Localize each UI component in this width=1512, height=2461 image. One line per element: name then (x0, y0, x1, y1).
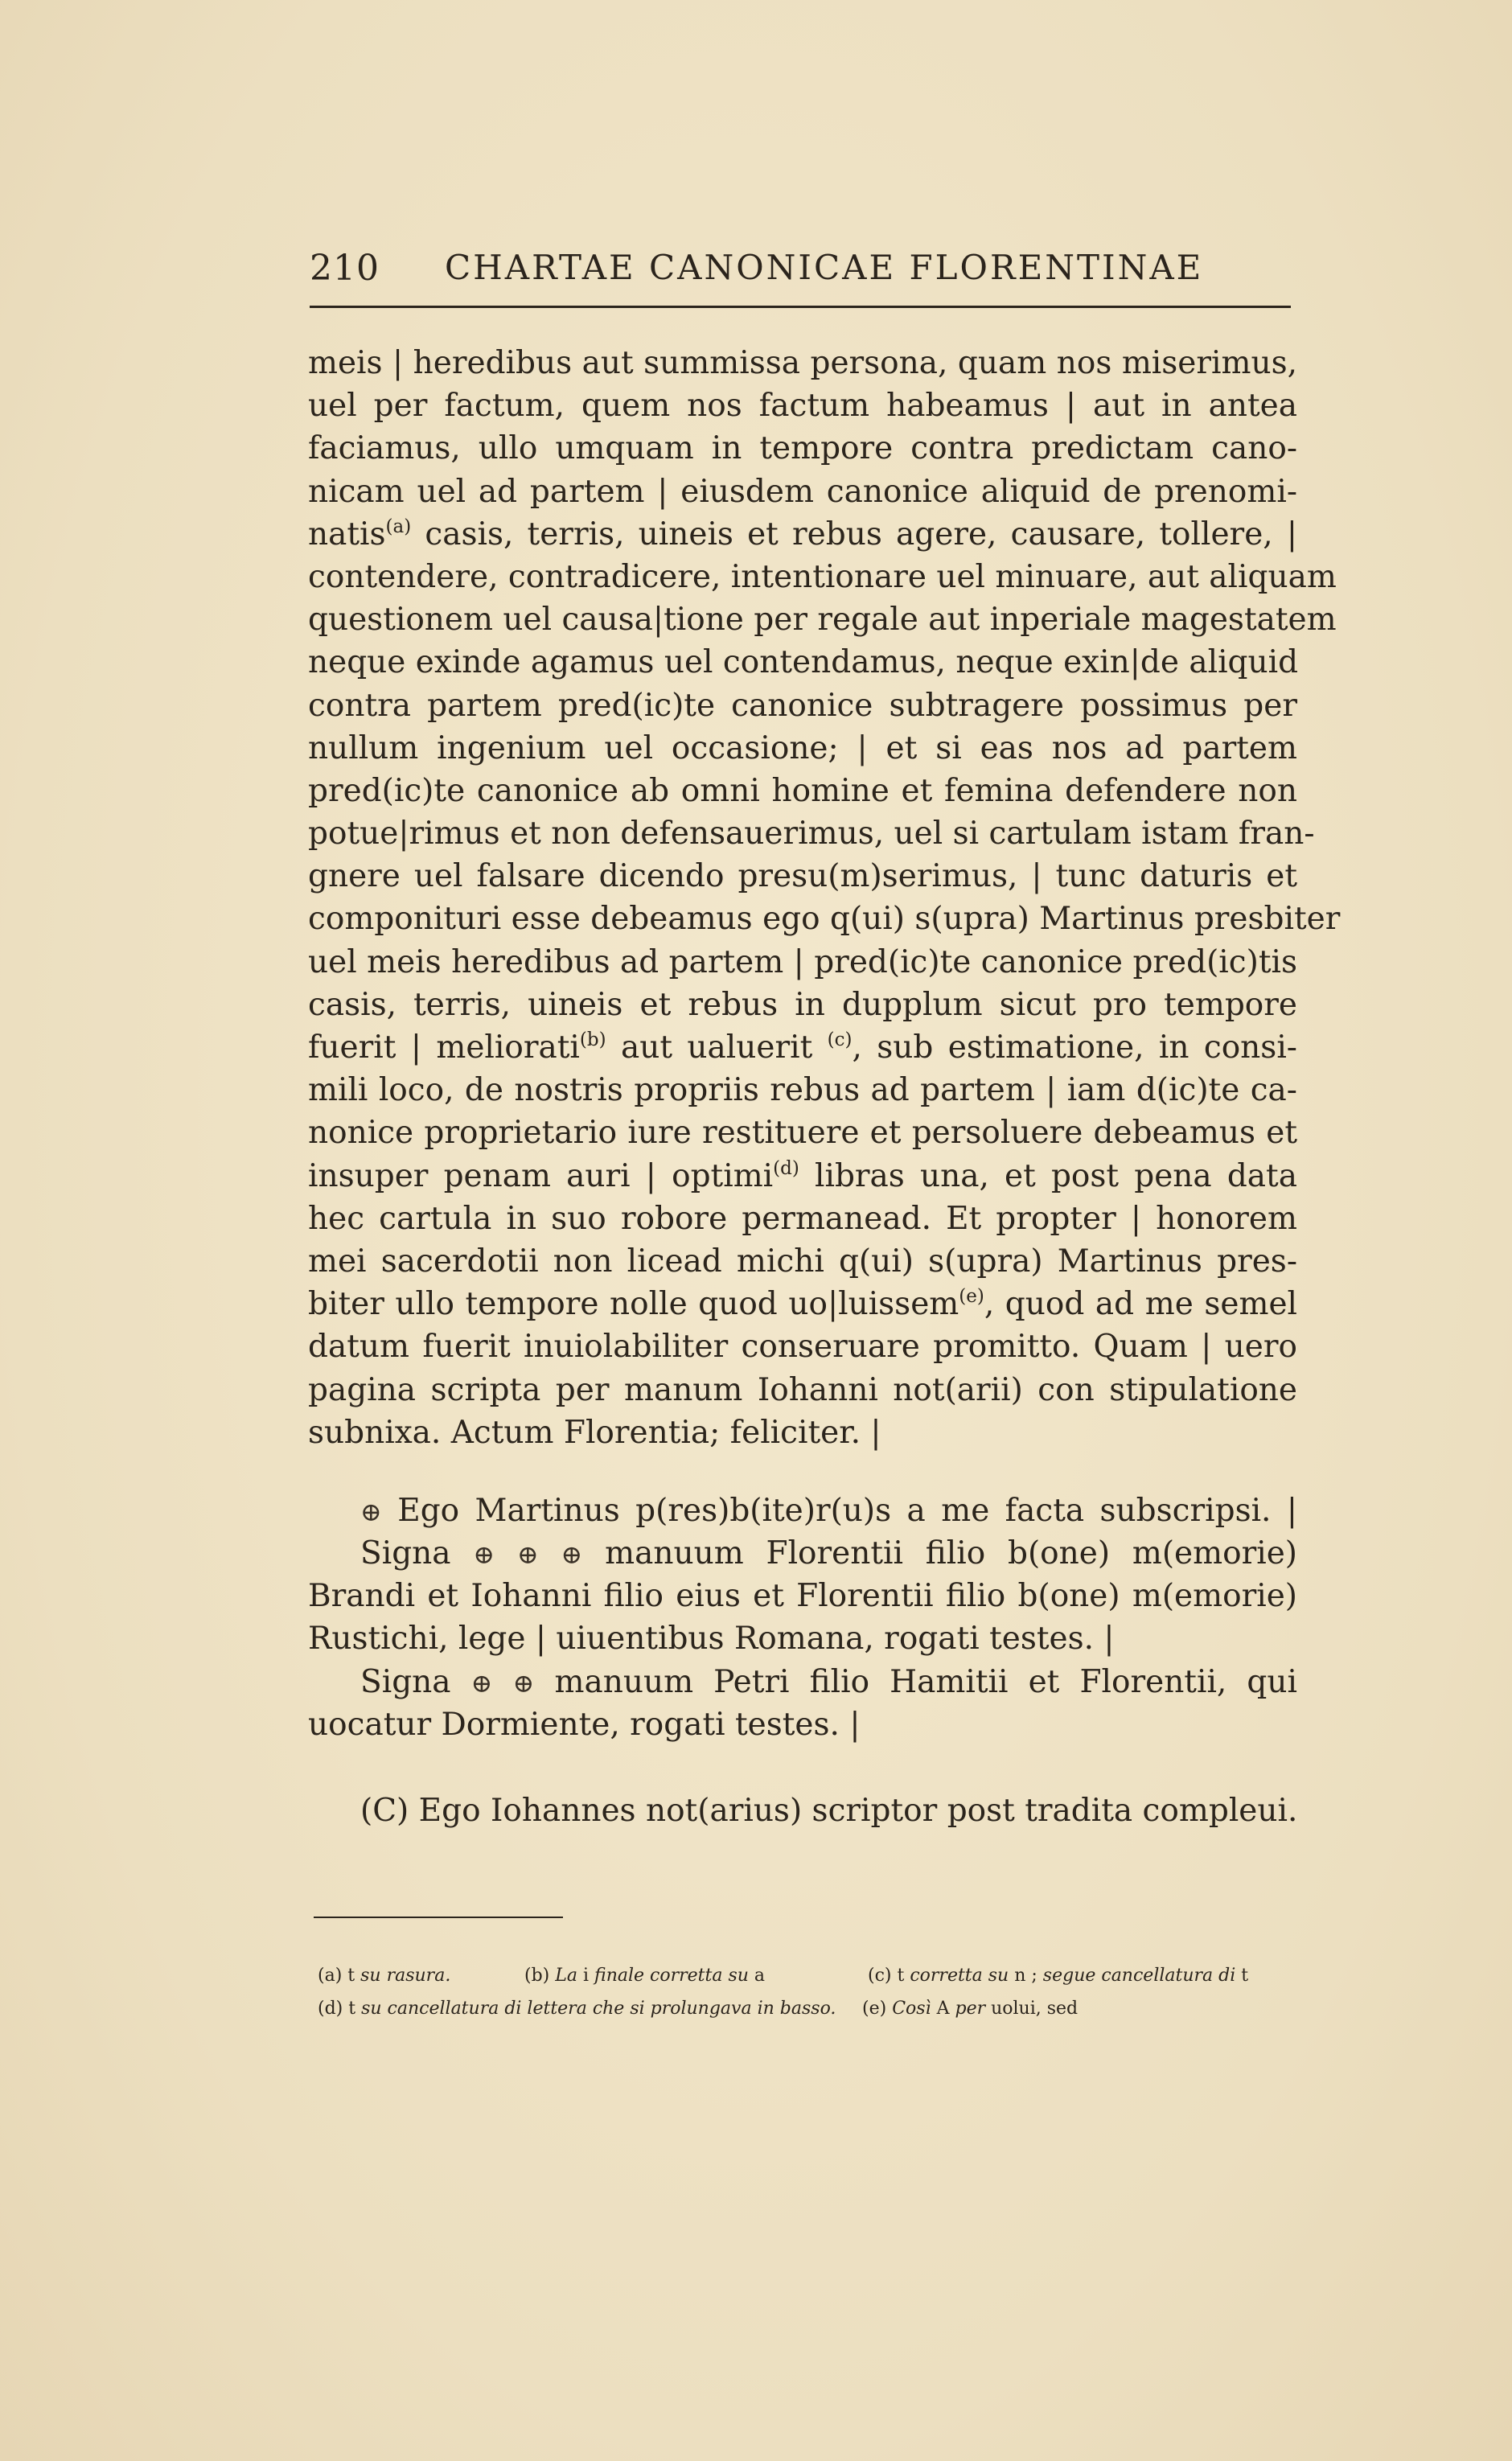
footnote-italic: corretta su (910, 1966, 1009, 1986)
subscription-line (308, 1532, 1297, 1575)
subscription-line: Brandi et Iohanni filio eius et Florentii filio b(one) m(emorie) (308, 1578, 1297, 1615)
footnotes (318, 1959, 1299, 2025)
text-fragment: , quod ad me semel (984, 1286, 1298, 1323)
text-line: hec cartula in suo robore permanead. Et propter | honorem (308, 1200, 1297, 1237)
footnote-label: (e) (862, 1999, 887, 2019)
text-fragment: manuum Florentii filio b(one) m(emorie) (605, 1535, 1298, 1572)
footnote-label: (d) (318, 1999, 343, 2019)
cross-icon: ⊕ (360, 1496, 382, 1527)
text-fragment: Ego Martinus p(res)b(ite)r(u)s a me facta subscripsi. | (397, 1492, 1298, 1529)
subscription-line (308, 1661, 1297, 1703)
footnote-label: (c) (868, 1966, 892, 1986)
footnote-rule (314, 1917, 563, 1918)
text-fragment: fuerit | meliorati (308, 1029, 580, 1066)
text-line (308, 1026, 1297, 1069)
text-fragment: natis (308, 516, 386, 553)
footnote-text: uolui, sed (991, 1999, 1079, 2019)
cross-icon: ⊕ (512, 1667, 535, 1699)
footnote-text: a (754, 1966, 766, 1986)
page-header (310, 248, 1291, 304)
text-line: nicam uel ad partem | eiusdem canonice aliquid de prenomi- (308, 473, 1297, 510)
text-fragment: insuper penam auri | optimi (308, 1157, 774, 1194)
footnote-italic: segue cancellatura di (1042, 1966, 1236, 1986)
text-line: meis | heredibus aut summissa persona, quam nos miserimus, (308, 345, 1297, 381)
text-line (308, 1155, 1297, 1198)
footnote-c (868, 1959, 1248, 1992)
text-fragment: , sub estimatione, in consi- (852, 1029, 1297, 1066)
footnote-italic: Così (892, 1999, 931, 2019)
text-fragment: libras una, et post pena data (815, 1157, 1297, 1194)
text-line: pagina scripta per manum Iohanni not(arii) con stipulatione (308, 1371, 1297, 1408)
footnote-text: t (1241, 1966, 1249, 1986)
footnote-italic: su rasura. (360, 1966, 451, 1986)
text-fragment: casis, terris, uineis et rebus agere, causare, tollere, | (425, 516, 1297, 553)
footnote-marker-e: (e) (959, 1286, 984, 1308)
text-line: uel per factum, quem nos factum habeamus | aut in antea (308, 388, 1297, 425)
footnote-italic: La (555, 1966, 577, 1986)
footnote-italic: su cancellatura di lettera che si prolungava in basso. (361, 1999, 836, 2019)
spacer (308, 1454, 1297, 1489)
text-line: uel meis heredibus ad partem | pred(ic)te canonice pred(ic)tis (308, 943, 1297, 980)
text-line: datum fuerit inuiolabiliter conseruare promitto. Quam | uero (308, 1329, 1297, 1366)
header-rule (310, 306, 1291, 308)
text-fragment: Signa (360, 1535, 451, 1572)
text-line: questionem uel causa|tione per regale aut inperiale magestatem (308, 602, 1337, 639)
text-line: nonice proprietario iure restituere et persoluere debeamus et (308, 1115, 1297, 1152)
text-line: contra partem pred(ic)te canonice subtragere possimus per (308, 687, 1297, 724)
running-title: CHARTAE CANONICAE FLORENTINAE (445, 248, 1204, 287)
footnote-marker-b: (b) (579, 1029, 606, 1050)
subscription-line: Rustichi, lege | uiuentibus Romana, rogati testes. | (308, 1621, 1115, 1658)
text-fragment: biter ullo tempore nolle quod uo|luissem (308, 1286, 959, 1323)
subscription-line: uocatur Dormiente, rogati testes. | (308, 1706, 861, 1743)
text-line: faciamus, ullo umquam in tempore contra predictam cano- (308, 430, 1297, 467)
footnote-a (318, 1959, 519, 1992)
text-line: subnixa. Actum Florentia; feliciter. | (308, 1414, 881, 1451)
text-fragment: Signa (360, 1663, 451, 1700)
footnote-marker-a: (a) (385, 516, 412, 537)
text-line: neque exinde agamus uel contendamus, neque exin|de aliquid (308, 644, 1299, 681)
footnote-line (318, 1959, 1299, 1992)
footnote-line (318, 1992, 1299, 2025)
footnote-label: (a) (318, 1966, 343, 1986)
footnote-marker-c: (c) (827, 1029, 853, 1050)
charter-text (308, 342, 1341, 1832)
footnote-label: (b) (524, 1966, 550, 1986)
footnote-text: t (897, 1966, 905, 1986)
footnote-e (862, 1992, 1078, 2025)
footnote-text: n ; (1014, 1966, 1037, 1986)
subscription-line (308, 1489, 1297, 1532)
footnote-d (318, 1992, 857, 2025)
cross-icon: ⊕ (561, 1539, 583, 1571)
text-line: mei sacerdotii non licead michi q(ui) s(upra) Martinus pres- (308, 1243, 1297, 1280)
text-line: pred(ic)te canonice ab omni homine et femina defendere non (308, 772, 1297, 809)
text-line: contendere, contradicere, intentionare uel minuare, aut aliquam (308, 558, 1337, 595)
footnote-b (524, 1959, 862, 1992)
text-line: casis, terris, uineis et rebus in dupplum sicut pro tempore (308, 986, 1297, 1023)
footnote-text: t (347, 1966, 355, 1986)
spacer (308, 1746, 1297, 1789)
footnote-text: i (582, 1966, 590, 1986)
text-line: componituri esse debeamus ego q(ui) s(upra) Martinus presbiter (308, 901, 1341, 938)
text-line: nullum ingenium uel occasione; | et si eas nos ad partem (308, 729, 1297, 766)
text-line: gnere uel falsare dicendo presu(m)serimus, | tunc daturis et (308, 858, 1297, 895)
footnote-text: A (936, 1999, 950, 2019)
text-line: potue|rimus et non defensauerimus, uel si cartulam istam fran- (308, 816, 1315, 853)
cross-icon: ⊕ (516, 1539, 539, 1571)
footnote-italic: per (955, 1999, 986, 2019)
text-line: mili loco, de nostris propriis rebus ad partem | iam d(ic)te ca- (308, 1072, 1297, 1109)
notary-subscription: (C) Ego Iohannes not(arius) scriptor post tradita compleui. (360, 1793, 1298, 1829)
text-line (308, 513, 1297, 556)
text-line (308, 1283, 1297, 1325)
text-fragment: manuum Petri filio Hamitii et Florentii, qui (554, 1663, 1297, 1700)
footnote-marker-d: (d) (773, 1157, 799, 1179)
footnote-text: t (348, 1999, 356, 2019)
cross-icon: ⊕ (473, 1539, 495, 1571)
text-fragment: aut ualuerit (620, 1029, 813, 1066)
page-number: 210 (310, 248, 380, 289)
cross-icon: ⊕ (470, 1667, 493, 1699)
footnote-italic: finale corretta su (594, 1966, 749, 1986)
